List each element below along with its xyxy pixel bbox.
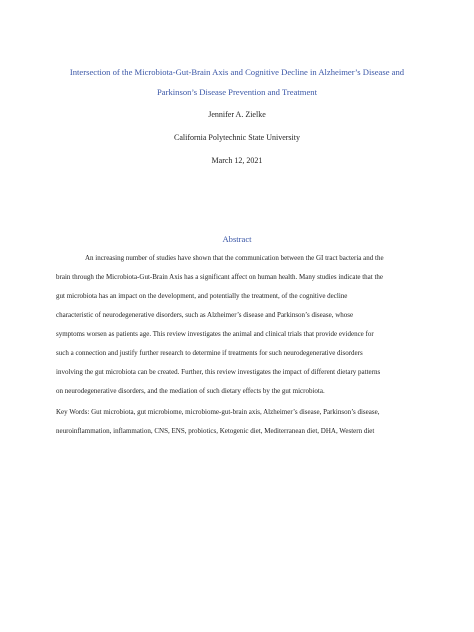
abstract-heading: Abstract (222, 234, 252, 244)
author-affiliation: California Polytechnic State University (174, 133, 300, 142)
abstract-line-1: An increasing number of studies have shown that the communication between the GI tract bacteria and the (85, 254, 384, 262)
abstract-line-5: symptoms worsen as patients age. This review investigates the animal and clinical trials that provide evidence for (56, 330, 374, 338)
abstract-line-6: such a connection and justify further research to determine if treatments for such neurodegenerative disorders (56, 349, 363, 357)
abstract-line-4: characteristic of neurodegenerative disorders, such as Alzheimer’s disease and Parkinson’s disease, whose (56, 311, 354, 319)
abstract-line-8: on neurodegenerative disorders, and the mediation of such dietary effects by the gut microbiota. (56, 387, 325, 395)
keywords-line-2: neuroinflammation, inflammation, CNS, ENS, probiotics, Ketogenic diet, Mediterranean diet, DHA, Western diet (56, 427, 375, 435)
paper-title-line-1: Intersection of the Microbiota-Gut-Brain Axis and Cognitive Decline in Alzheimer’s Disease and (69, 67, 405, 77)
abstract-line-7: involving the gut microbiota can be created. Further, this review investigates the impact of different dietary patterns (56, 368, 381, 376)
abstract-line-2: brain through the Microbiota-Gut-Brain Axis has a significant affect on human health. Many studies indicate that the (56, 273, 384, 281)
author-name: Jennifer A. Zielke (208, 110, 266, 119)
abstract-line-3: gut microbiota has an impact on the development, and potentially the treatment, of the cognitive decline (56, 292, 348, 300)
keywords-line-1: Key Words: Gut microbiota, gut microbiome, microbiome-gut-brain axis, Alzheimer’s disease, Parkinson’s disease, (56, 408, 380, 416)
publication-date: March 12, 2021 (211, 156, 263, 165)
paper-title-line-2: Parkinson’s Disease Prevention and Treatment (157, 87, 317, 97)
